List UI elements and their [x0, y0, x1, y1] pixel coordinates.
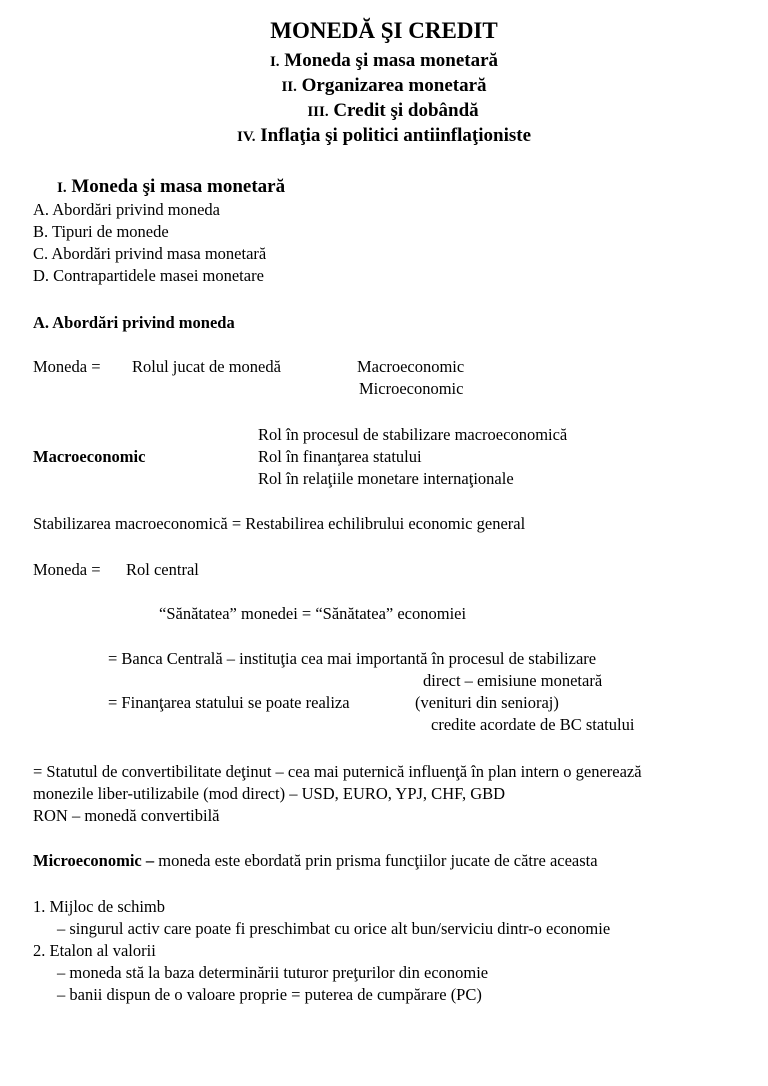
- ron-text: RON – monedă convertibilă: [33, 806, 220, 825]
- outline-item: C. Abordări privind masa monetară: [33, 244, 267, 263]
- toc-item-4: [0, 125, 768, 147]
- section-number: I.: [57, 180, 67, 196]
- micro-text: moneda este ebordată prin prisma funcţiilor jucate de către aceasta: [154, 851, 598, 870]
- outline-item: D. Contrapartidele masei monetare: [33, 266, 264, 285]
- toc-number: I.: [269, 54, 280, 70]
- toc-item-2: [0, 75, 768, 97]
- function-detail: – moneda stă la baza determinării tuturor preţurilor din economie: [57, 963, 489, 982]
- micro-paragraph: [33, 852, 598, 871]
- monezile-text: monezile liber-utilizabile (mod direct) – USD, EURO, YPJ, CHF, GBD: [33, 784, 506, 803]
- moneda-label-2: Moneda =: [33, 560, 101, 579]
- macro-role: Rol în finanţarea statului: [258, 447, 422, 466]
- credite-text: credite acordate de BC statului: [431, 715, 635, 734]
- toc-text: Moneda şi masa monetară: [284, 50, 499, 71]
- macro-label: Macroeconomic: [33, 447, 146, 466]
- toc-text: Organizarea monetară: [301, 75, 487, 96]
- finantarea-text: = Finanţarea statului se poate realiza: [108, 693, 350, 712]
- function-detail: – singurul activ care poate fi preschimbat cu orice alt bun/serviciu dintr-o economie: [57, 919, 611, 938]
- direct-emisiune-text: direct – emisiune monetară: [423, 671, 603, 690]
- moneda-label: Moneda =: [33, 357, 101, 376]
- outline-item: B. Tipuri de monede: [33, 222, 169, 241]
- section-heading: [57, 176, 285, 198]
- macro-role: Rol în relaţiile monetare internaţionale: [258, 469, 514, 488]
- toc-item-1: [0, 50, 768, 72]
- micro-label: Microeconomic –: [33, 851, 155, 870]
- toc-item-3: [0, 100, 768, 122]
- rol-central-text: Rol central: [126, 560, 199, 579]
- toc-text: Credit şi dobândă: [333, 100, 479, 121]
- toc-number: II.: [281, 79, 297, 95]
- outline-item: A. Abordări privind moneda: [33, 200, 220, 219]
- toc-text: Inflaţia şi politici antiinflaţioniste: [260, 125, 532, 146]
- statutul-text: = Statutul de convertibilitate deţinut – cea mai puternică influenţă în plan intern o generează: [33, 762, 642, 781]
- toc-number: III.: [307, 104, 329, 120]
- function-title: 2. Etalon al valorii: [33, 941, 156, 960]
- function-title: 1. Mijloc de schimb: [33, 897, 165, 916]
- subsection-heading: A. Abordări privind moneda: [33, 313, 235, 332]
- sanatatea-text: “Sănătatea” monedei = “Sănătatea” economiei: [159, 604, 467, 623]
- rol-jucat-text: Rolul jucat de monedă: [132, 357, 281, 376]
- document-title: MONEDĂ ŞI CREDIT: [270, 18, 498, 43]
- micro-option: Microeconomic: [359, 379, 464, 398]
- venituri-text: (venituri din senioraj): [415, 693, 559, 712]
- macro-role: Rol în procesul de stabilizare macroeconomică: [258, 425, 568, 444]
- banca-centrala-text: = Banca Centrală – instituţia cea mai importantă în procesul de stabilizare: [108, 649, 597, 668]
- toc-number: IV.: [236, 129, 256, 145]
- section-title: Moneda şi masa monetară: [71, 176, 286, 197]
- macro-option: Macroeconomic: [357, 357, 465, 376]
- stabilizare-text: Stabilizarea macroeconomică = Restabilirea echilibrului economic general: [33, 514, 526, 533]
- function-detail: – banii dispun de o valoare proprie = puterea de cumpărare (PC): [57, 985, 482, 1004]
